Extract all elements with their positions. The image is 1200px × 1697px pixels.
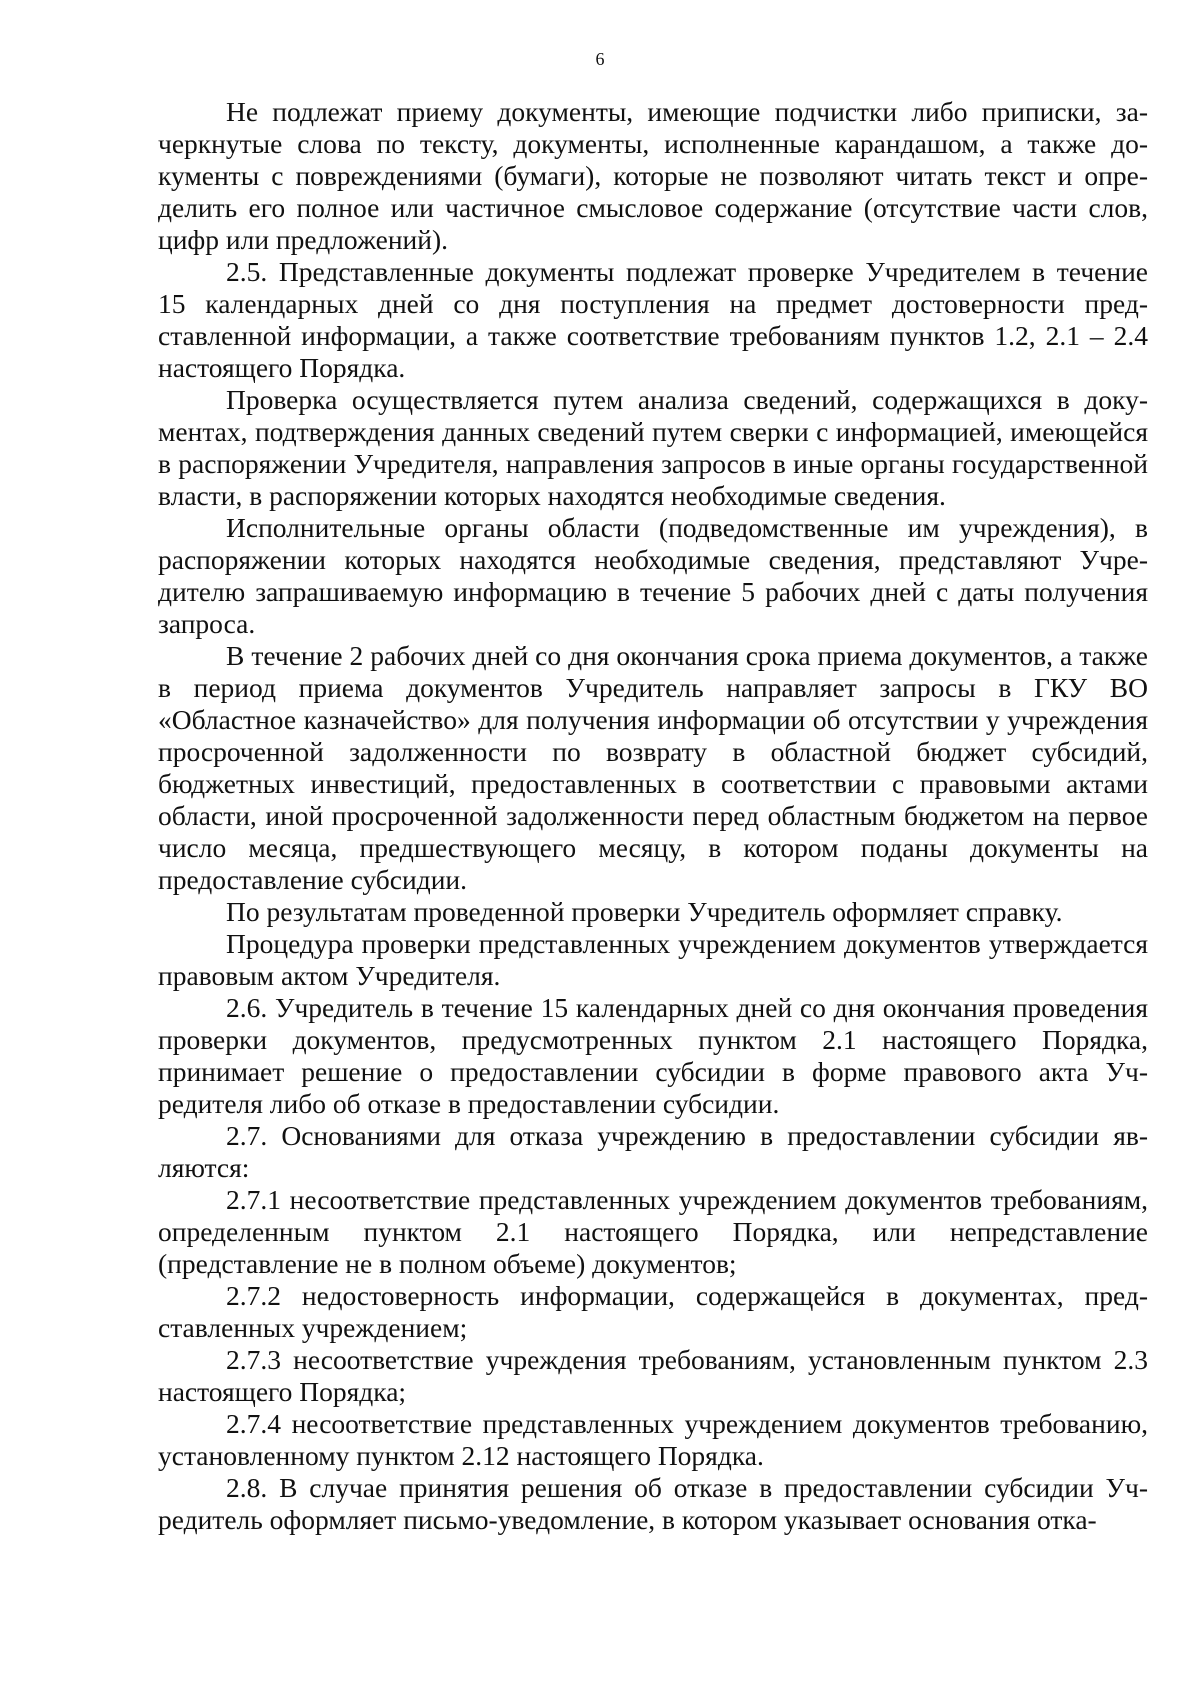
paragraph-treasury-requests: В течение 2 рабочих дней со дня окончания срока приема документов, а также в период приема документов Учредитель направляет запросы в ГКУ ВО «Областное казначейство» для получения информации об отсутствии у учреждения просроченной задолженности по возврату в областной бюджет субсидий, бюджетных инвестиций, предоставленных в соответствии с правовыми актами области, иной просроченной задолженности перед областным бюджетом на первое число месяца, предшествующего месяцу, в котором поданы документы на предоставление субсидии. bbox=[158, 640, 1148, 895]
paragraph-verification-certificate: По результатам проведенной проверки Учредитель оформляет справку. bbox=[226, 896, 1063, 927]
paragraph-rejection-of-documents: Не подлежат приему документы, имеющие подчистки либо приписки, зачеркнутые слова по тексту, документы, исполненные карандашом, а также документы с повреждениями (бумаги), которые не позволяют читать текст и определить его полное или частичное смысловое содержание (отсутствие части слов, цифр или предложений). bbox=[158, 96, 1148, 255]
paragraph-2-7: 2.7. Основаниями для отказа учреждению в предоставлении субсидии являются: bbox=[158, 1120, 1148, 1183]
paragraph-executive-bodies: Исполнительные органы области (подведомственные им учреждения), в распоряжении которых находятся необходимые сведения, представляют Учредителю запрашиваемую информацию в течение 5 рабочих дней с даты получения запроса. bbox=[158, 512, 1148, 639]
paragraph-2-6: 2.6. Учредитель в течение 15 календарных дней со дня окончания проведения проверки документов, предусмотренных пунктом 2.1 настоящего Порядка, принимает решение о предоставлении субсидии в форме правового акта Учредителя либо об отказе в предоставлении субсидии. bbox=[158, 992, 1148, 1119]
paragraph-verification-method: Проверка осуществляется путем анализа сведений, содержащихся в документах, подтверждения данных сведений путем сверки с информацией, имеющейся в распоряжении Учредителя, направления запросов в иные органы государственной власти, в распоряжении которых находятся необходимые сведения. bbox=[158, 384, 1148, 511]
paragraph-verification-procedure: Процедура проверки представленных учреждением документов утверждается правовым актом Учредителя. bbox=[158, 928, 1148, 991]
paragraph-2-7-1: 2.7.1 несоответствие представленных учреждением документов требованиям, определенным пунктом 2.1 настоящего Порядка, или непредставление (представление не в полном объеме) документов; bbox=[158, 1184, 1148, 1279]
paragraph-2-7-4: 2.7.4 несоответствие представленных учреждением документов требованию, установленному пунктом 2.12 настоящего Порядка. bbox=[158, 1408, 1148, 1471]
paragraph-2-7-3: 2.7.3 несоответствие учреждения требованиям, установленным пунктом 2.3 настоящего Порядка; bbox=[158, 1344, 1148, 1407]
paragraph-2-7-2: 2.7.2 недостоверность информации, содержащейся в документах, представленных учреждением; bbox=[158, 1280, 1148, 1343]
paragraph-2-8: 2.8. В случае принятия решения об отказе в предоставлении субсидии Учредитель оформляет письмо-уведомление, в котором указывает основания отка- bbox=[158, 1472, 1148, 1535]
document-body bbox=[158, 96, 1148, 1536]
page-number: 6 bbox=[595, 49, 605, 69]
paragraph-2-5: 2.5. Представленные документы подлежат проверке Учредителем в течение 15 календарных дней со дня поступления на предмет достоверности представленной информации, а также соответствие требованиям пунктов 1.2, 2.1 – 2.4 настоящего Порядка. bbox=[158, 256, 1148, 383]
